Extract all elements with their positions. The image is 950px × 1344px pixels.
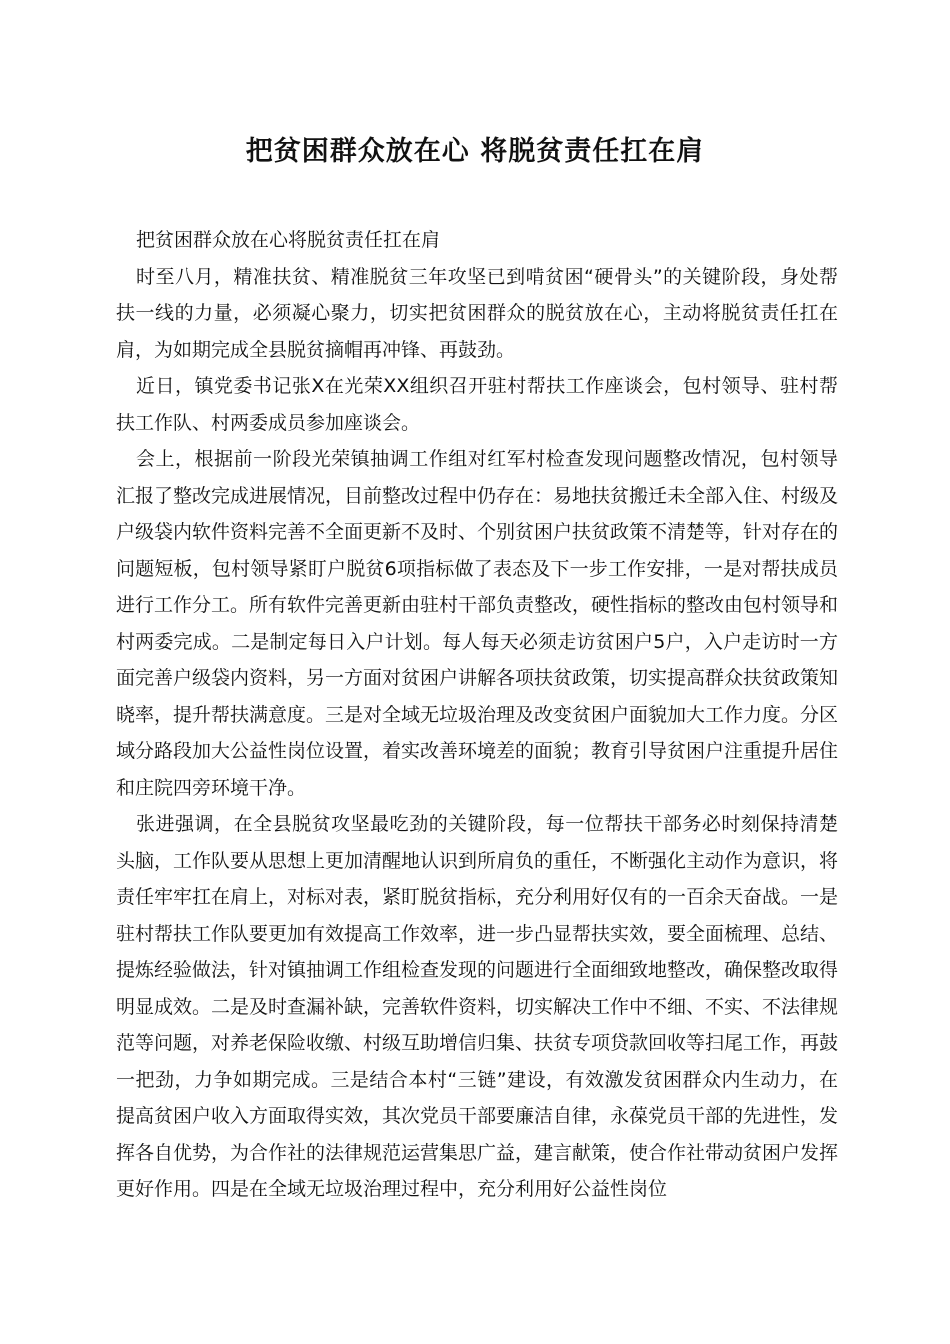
paragraph-meeting: 近日，镇党委书记张X在光荣XX组织召开驻村帮扶工作座谈会，包村领导、驻村帮扶工作队、村两委成员参加座谈会。 [116, 375, 838, 434]
document-body [116, 222, 838, 1208]
document-title: 把贫困群众放在心 将脱贫责任扛在肩 [245, 136, 705, 167]
paragraph-report: 会上，根据前一阶段光荣镇抽调工作组对红军村检查发现问题整改情况，包村领导汇报了整改完成进展情况，目前整改过程中仍存在：易地扶贫搬迁未全部入住、村级及户级袋内软件资料完善不全面更新不及时、个别贫困户扶贫政策不清楚等，针对存在的问题短板，包村领导紧盯户脱贫6项指标做了表态及下一步工作安排，一是对帮扶成员进行工作分工。所有软件完善更新由驻村干部负责整改，硬性指标的整改由包村领导和村两委完成。二是制定每日入户计划。每人每天必须走访贫困户5户，入户走访时一方面完善户级袋内资料，另一方面对贫困户讲解各项扶贫政策，切实提高群众扶贫政策知晓率，提升帮扶满意度。三是对全域无垃圾治理及改变贫困户面貌加大工作力度。分区域分路段加大公益性岗位设置，着实改善环境差的面貌；教育引导贫困户注重提升居住和庄院四旁环境干净。 [116, 448, 839, 799]
paragraph-intro: 时至八月，精准扶贫、精准脱贫三年攻坚已到啃贫困“硬骨头”的关键阶段，身处帮扶一线的力量，必须凝心聚力，切实把贫困群众的脱贫放在心，主动将脱贫责任扛在肩，为如期完成全县脱贫摘帽再冲锋、再鼓劲。 [116, 265, 838, 361]
paragraph-heading-repeat: 把贫困群众放在心将脱贫责任扛在肩 [136, 229, 441, 251]
paragraph-emphasis: 张进强调，在全县脱贫攻坚最吃劲的关键阶段，每一位帮扶干部务必时刻保持清楚头脑，工作队要从思想上更加清醒地认识到所肩负的重任，不断强化主动作为意识，将责任牢牢扛在肩上，对标对表，紧盯脱贫指标，充分利用好仅有的一百余天奋战。一是驻村帮扶工作队要更加有效提高工作效率，进一步凸显帮扶实效，要全面梳理、总结、提炼经验做法，针对镇抽调工作组检查发现的问题进行全面细致地整改，确保整改取得明显成效。二是及时查漏补缺，完善软件资料，切实解决工作中不细、不实、不法律规范等问题，对养老保险收缴、村级互助增信归集、扶贫专项贷款回收等扫尾工作，再鼓一把劲，力争如期完成。三是结合本村“三链”建设，有效激发贫困群众内生动力，在提高贫困户收入方面取得实效，其次党员干部要廉洁自律，永葆党员干部的先进性，发挥各自优势，为合作社的法律规范运营集思广益，建言献策，使合作社带动贫困户发挥更好作用。四是在全域无垃圾治理过程中，充分利用好公益性岗位 [116, 813, 839, 1200]
